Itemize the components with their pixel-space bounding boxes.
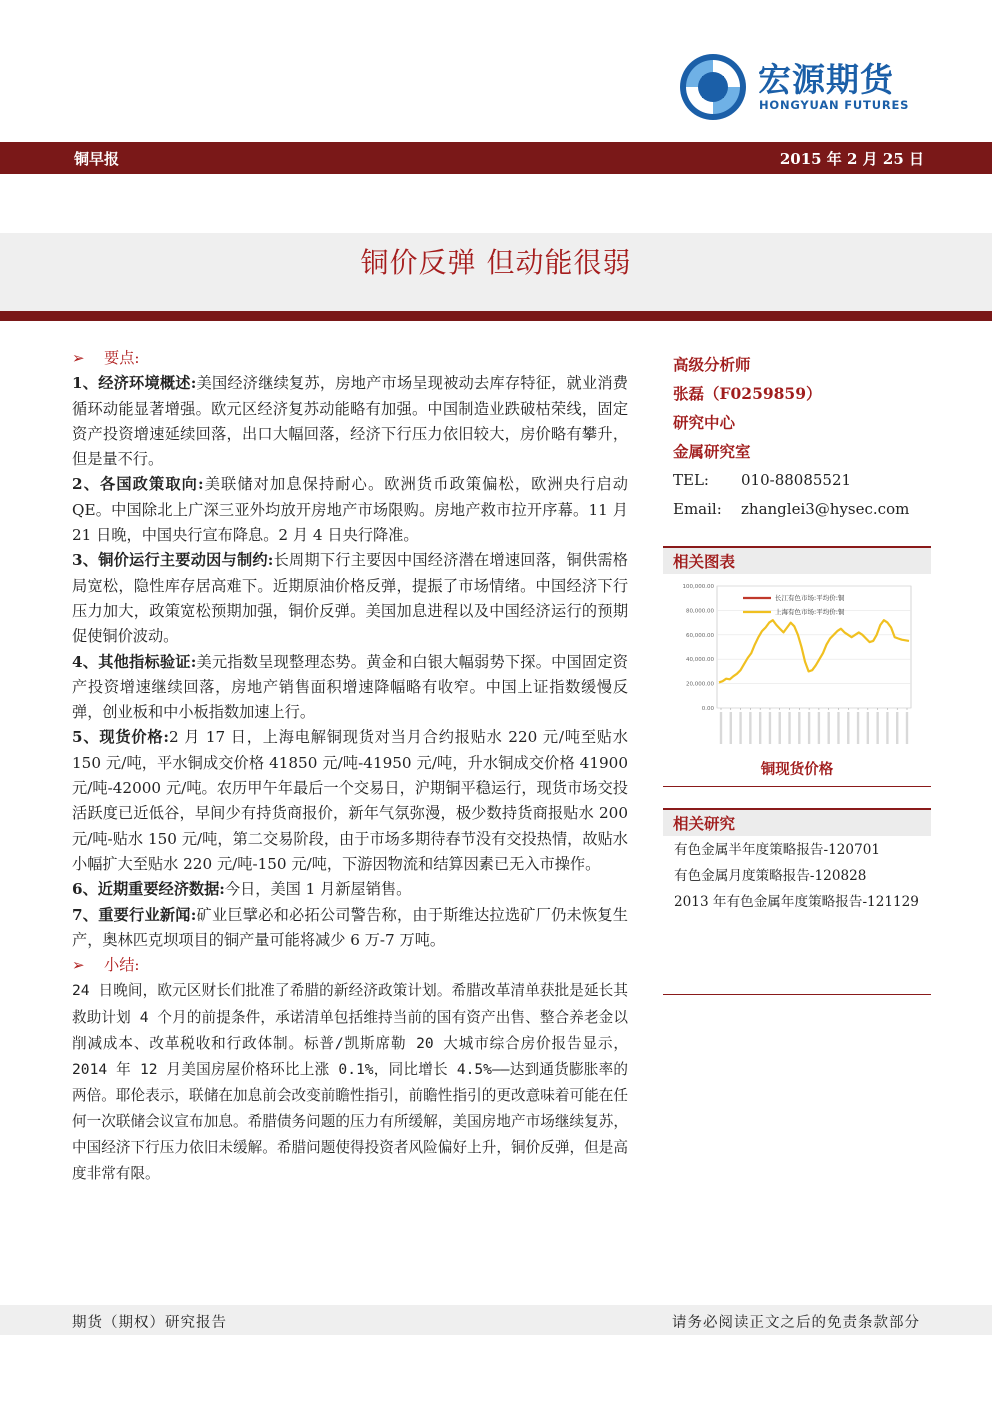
x-tick-label: [896, 712, 898, 744]
email-row: [673, 495, 933, 524]
x-tick-label: [779, 712, 781, 744]
y-tick-label: 60,000.00: [686, 632, 714, 639]
key-point-item: [72, 877, 628, 902]
analyst-title: 高级分析师: [673, 355, 751, 374]
x-tick-label: [847, 712, 849, 744]
chart-caption: 铜现货价格: [760, 761, 834, 778]
y-tick-label: 100,000.00: [682, 584, 714, 590]
key-point-item: [72, 472, 628, 548]
key-points-heading: ➢ 要点:: [72, 346, 628, 371]
footer-report-type: 期货（期权）研究报告: [72, 1315, 227, 1331]
key-point-item: [72, 903, 628, 954]
research-box-bottom-rule: [663, 994, 931, 995]
x-tick-label: [876, 712, 878, 744]
logo-mark-icon: [678, 52, 748, 122]
item-label: 6、近期重要经济数据:: [72, 880, 225, 899]
tel-label: TEL:: [673, 471, 709, 489]
x-tick-label: [769, 712, 771, 744]
item-label: 7、重要行业新闻:: [72, 905, 197, 924]
footer-disclaimer-note: 请务必阅读正文之后的免责条款部分: [672, 1315, 920, 1331]
related-research-link[interactable]: 有色金属月度策略报告-120828: [674, 868, 867, 884]
x-tick-label: [857, 712, 859, 744]
tel-row: [673, 466, 933, 495]
header-bar: [0, 142, 992, 174]
x-tick-label: [906, 712, 908, 744]
x-tick-label: [808, 712, 810, 744]
x-tick-label: [730, 712, 732, 744]
summary-heading: ➢ 小结:: [72, 953, 628, 978]
x-tick-label: [788, 712, 790, 744]
footer-bar: [0, 1305, 992, 1335]
x-tick-label: [827, 712, 829, 744]
legend-label: 长江有色市场:平均价:铜: [775, 594, 845, 602]
company-logo: [678, 50, 928, 122]
x-tick-label: [818, 712, 820, 744]
x-tick-label: [749, 712, 751, 744]
sub-department: 金属研究室: [673, 442, 751, 461]
analyst-name: 张磊（F0259859）: [673, 384, 822, 403]
key-point-item: [72, 650, 628, 726]
related-charts-header: 相关图表: [663, 546, 931, 574]
x-tick-label: [739, 712, 741, 744]
logo-name-en: HONGYUAN FUTURES: [759, 98, 910, 112]
title-divider: [0, 311, 992, 321]
title-band: [0, 233, 992, 311]
item-label: 4、其他指标验证:: [72, 652, 197, 671]
summary-text: 24 日晚间，欧元区财长们批准了希腊的新经济政策计划。希腊改革清单获批是延长其救助计划 4 个月的前提条件，承诺清单包括维持当前的国有资产出售、整合养老金以削减成本、改革税收和行政体制。标普/凯斯席勒 20 大城市综合房价报告显示，2014 年 12 月美国房屋价格环比上涨 0.1%，同比增长 4.5%——达到通货膨胀率的两倍。耶伦表示，联储在加息前会改变前瞻性指引，前瞻性指引的更改意味着可能在任何一次联储会议宣布加息。希腊债务问题的压力有所缓解，美国房地产市场继续复苏，中国经济下行压力依旧未缓解。希腊问题使得投资者风险偏好上升，铜价反弹，但是高度非常有限。: [72, 982, 628, 1183]
item-label: 3、铜价运行主要动因与制约:: [72, 551, 274, 570]
x-tick-label: [720, 712, 722, 744]
page-title: 铜价反弹 但动能很弱: [360, 246, 632, 279]
copper-price-chart: [675, 580, 915, 752]
report-date: 2015 年 2 月 25 日: [779, 150, 924, 168]
related-research-link[interactable]: 2013 年有色金属年度策略报告-121129: [674, 894, 919, 910]
email-label: Email:: [673, 500, 722, 518]
item-label: 1、经济环境概述:: [72, 374, 197, 393]
x-tick-label: [798, 712, 800, 744]
key-point-item: [72, 725, 628, 877]
main-content: [72, 346, 628, 1187]
item-text: 长周期下行主要因中国经济潜在增速回落，铜供需格局宽松，隐性库存居高难下。近期原油价格反弹，提振了市场情绪。中国经济下行压力加大，政策宽松预期加强，铜价反弹。美国加息进程以及中国经济运行的预期促使铜价波动。: [72, 551, 628, 646]
key-point-item: [72, 548, 628, 649]
y-tick-label: 40,000.00: [686, 657, 714, 664]
plot-area: [717, 586, 911, 708]
x-tick-label: [867, 712, 869, 744]
item-text: 美联储对加息保持耐心。欧洲货币政策偏松，欧洲央行启动 QE。中国除北上广深三亚外均放开房地产市场限购。房地产救市拉开序幕。11 月 21 日晚，中国央行宣布降息。2 月 4 日央行降准。: [72, 475, 628, 545]
chart-box-bottom-rule: [663, 786, 931, 787]
item-label: 2、各国政策取向:: [72, 475, 204, 494]
email-link[interactable]: zhanglei3@hysec.com: [741, 500, 910, 518]
x-tick-label: [837, 712, 839, 744]
item-text: 矿业巨擘必和必拓公司警告称，由于斯维达拉选矿厂仍未恢复生产，奥林匹克坝项目的铜产量可能将减少 6 万-7 万吨。: [72, 905, 628, 949]
item-text: 今日，美国 1 月新屋销售。: [224, 880, 412, 899]
y-tick-label: 20,000.00: [686, 681, 714, 688]
related-research-header: 相关研究: [663, 808, 931, 836]
x-tick-label: [759, 712, 761, 744]
y-tick-label: 0.00: [701, 706, 714, 712]
x-tick-label: [886, 712, 888, 744]
legend-label: 上海有色市场:平均价:铜: [775, 608, 845, 616]
item-label: 5、现货价格:: [72, 728, 169, 747]
department: 研究中心: [673, 413, 736, 432]
report-type: 铜早报: [74, 150, 120, 168]
related-research-link[interactable]: 有色金属半年度策略报告-120701: [674, 842, 881, 858]
tel-value: 010-88085521: [741, 471, 852, 489]
logo-name-cn: 宏源期货: [758, 60, 894, 99]
item-text: 美元指数呈现整理态势。黄金和白银大幅弱势下探。中国固定资产投资增速继续回落，房地产销售面积增速降幅略有收窄。中国上证指数缓慢反弹，创业板和中小板指数加速上行。: [72, 652, 628, 722]
y-tick-label: 80,000.00: [686, 608, 714, 615]
item-text: 美国经济继续复苏，房地产市场呈现被动去库存特征，就业消费循环动能显著增强。欧元区经济复苏动能略有加强。中国制造业跌破枯荣线，固定资产投资增速延续回落，出口大幅回落，经济下行压力依旧较大，房价略有攀升，但是量不行。: [72, 374, 628, 469]
arrow-bullet-icon: ➢: [72, 956, 85, 975]
item-text: 2 月 17 日，上海电解铜现货对当月合约报贴水 220 元/吨至贴水 150 元/吨，平水铜成交价格 41850 元/吨-41950 元/吨，升水铜成交价格 41900 元/吨-42000 元/吨。农历甲午年最后一个交易日，沪期铜平稳运行，现货市场交投活跃度已近低谷，早间少有持货商报价，新年气氛弥漫，极少数持货商报贴水 200 元/吨-贴水 150 元/吨，第二交易阶段，由于市场多期待春节没有交投热情，故贴水小幅扩大至贴水 220 元/吨-150 元/吨，下游因物流和结算因素已无入市操作。: [72, 728, 628, 873]
arrow-bullet-icon: ➢: [72, 349, 85, 367]
key-point-item: [72, 371, 628, 472]
analyst-info: [673, 350, 933, 524]
